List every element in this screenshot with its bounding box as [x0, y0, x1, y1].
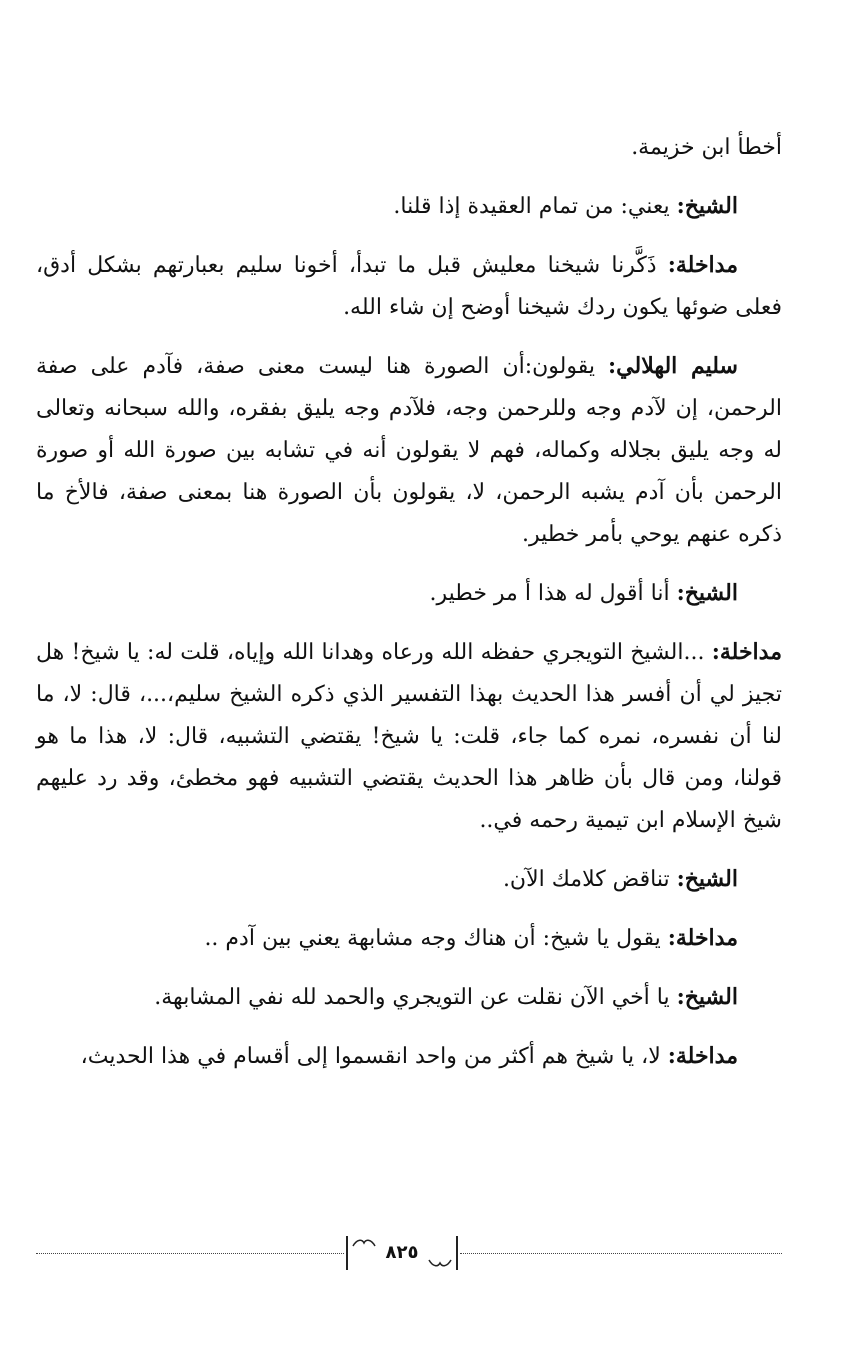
- page-footer: [36, 1236, 782, 1276]
- paragraph: [36, 858, 782, 901]
- paragraph: [36, 126, 782, 169]
- paragraph-text: يعني: من تمام العقيدة إذا قلنا.: [393, 194, 677, 219]
- paragraph: [36, 185, 782, 228]
- speaker-label: الشيخ:: [676, 580, 738, 606]
- speaker-label: مداخلة:: [667, 925, 738, 951]
- footer-divider-right: [460, 1253, 782, 1254]
- speaker-label: الشيخ:: [676, 866, 738, 892]
- paragraph: [36, 917, 782, 960]
- paragraph-text: أنا أقول له هذا أ مر خطير.: [429, 581, 677, 606]
- speaker-label: مداخلة:: [711, 639, 782, 665]
- paragraph-text: ...الشيخ التويجري حفظه الله ورعاه وهدانا الله وإياه، قلت له: يا شيخ! هل تجيز لي أن أفسر هذا الحديث بهذا التفسير الذي ذكره الشيخ سليم،...، قال: لا، ما لنا أن نفسره، نمره كما جاء، قلت: يا شيخ! يقتضي التشبيه، قال: لا، هذا ما هو قولنا، ومن قال بأن ظاهر هذا الحديث يقتضي التشبيه فهو مخطئ، وقد رد عليهم شيخ الإسلام ابن تيمية رحمه في..: [36, 640, 782, 833]
- paragraph-text: يا أخي الآن نقلت عن التويجري والحمد لله نفي المشابهة.: [154, 985, 677, 1010]
- page-number: ٨٢٥: [385, 1242, 419, 1263]
- ornament-icon: [352, 1238, 376, 1248]
- paragraph: [36, 572, 782, 615]
- paragraph-text: يقول يا شيخ: أن هناك وجه مشابهة يعني بين آدم ..: [204, 926, 668, 951]
- paragraph: [36, 1035, 782, 1078]
- speaker-label: مداخلة:: [667, 252, 738, 278]
- speaker-label: الشيخ:: [676, 984, 738, 1010]
- paragraph: [36, 244, 782, 329]
- speaker-label: الشيخ:: [676, 193, 738, 219]
- paragraph: [36, 976, 782, 1019]
- paragraph-text: يقولون:أن الصورة هنا ليست معنى صفة، فآدم على صفة الرحمن، إن لآدم وجه وللرحمن وجه، فلآدم وجه يليق بفقره، والله سبحانه وتعالى له وجه يليق بجلاله وكماله، فهم لا يقولون أنه في تشابه بين صورة الله أو صورة الرحمن بأن آدم يشبه الرحمن، لا، يقولون بأن الصورة هنا بمعنى صفة، فالأخ ما ذكره عنهم يوحي بأمر خطير.: [36, 354, 782, 547]
- paragraph-text: ذَكَّرنا شيخنا معليش قبل ما تبدأ، أخونا سليم بعبارتهم بشكل أدق، فعلى ضوئها يكون ردك شيخنا أوضح إن شاء الله.: [36, 253, 782, 320]
- paragraph: [36, 345, 782, 556]
- ornament-icon: [428, 1258, 452, 1268]
- page-number-frame: [346, 1236, 458, 1270]
- page-body: [36, 126, 782, 1094]
- speaker-label: سليم الهلالي:: [608, 353, 738, 379]
- paragraph: [36, 631, 782, 842]
- paragraph-text: لا، يا شيخ هم أكثر من واحد انقسموا إلى أقسام في هذا الحديث،: [80, 1044, 668, 1069]
- paragraph-text: أخطأ ابن خزيمة.: [631, 135, 782, 160]
- footer-divider-left: [36, 1253, 344, 1254]
- speaker-label: مداخلة:: [667, 1043, 738, 1069]
- paragraph-text: تناقض كلامك الآن.: [502, 867, 677, 892]
